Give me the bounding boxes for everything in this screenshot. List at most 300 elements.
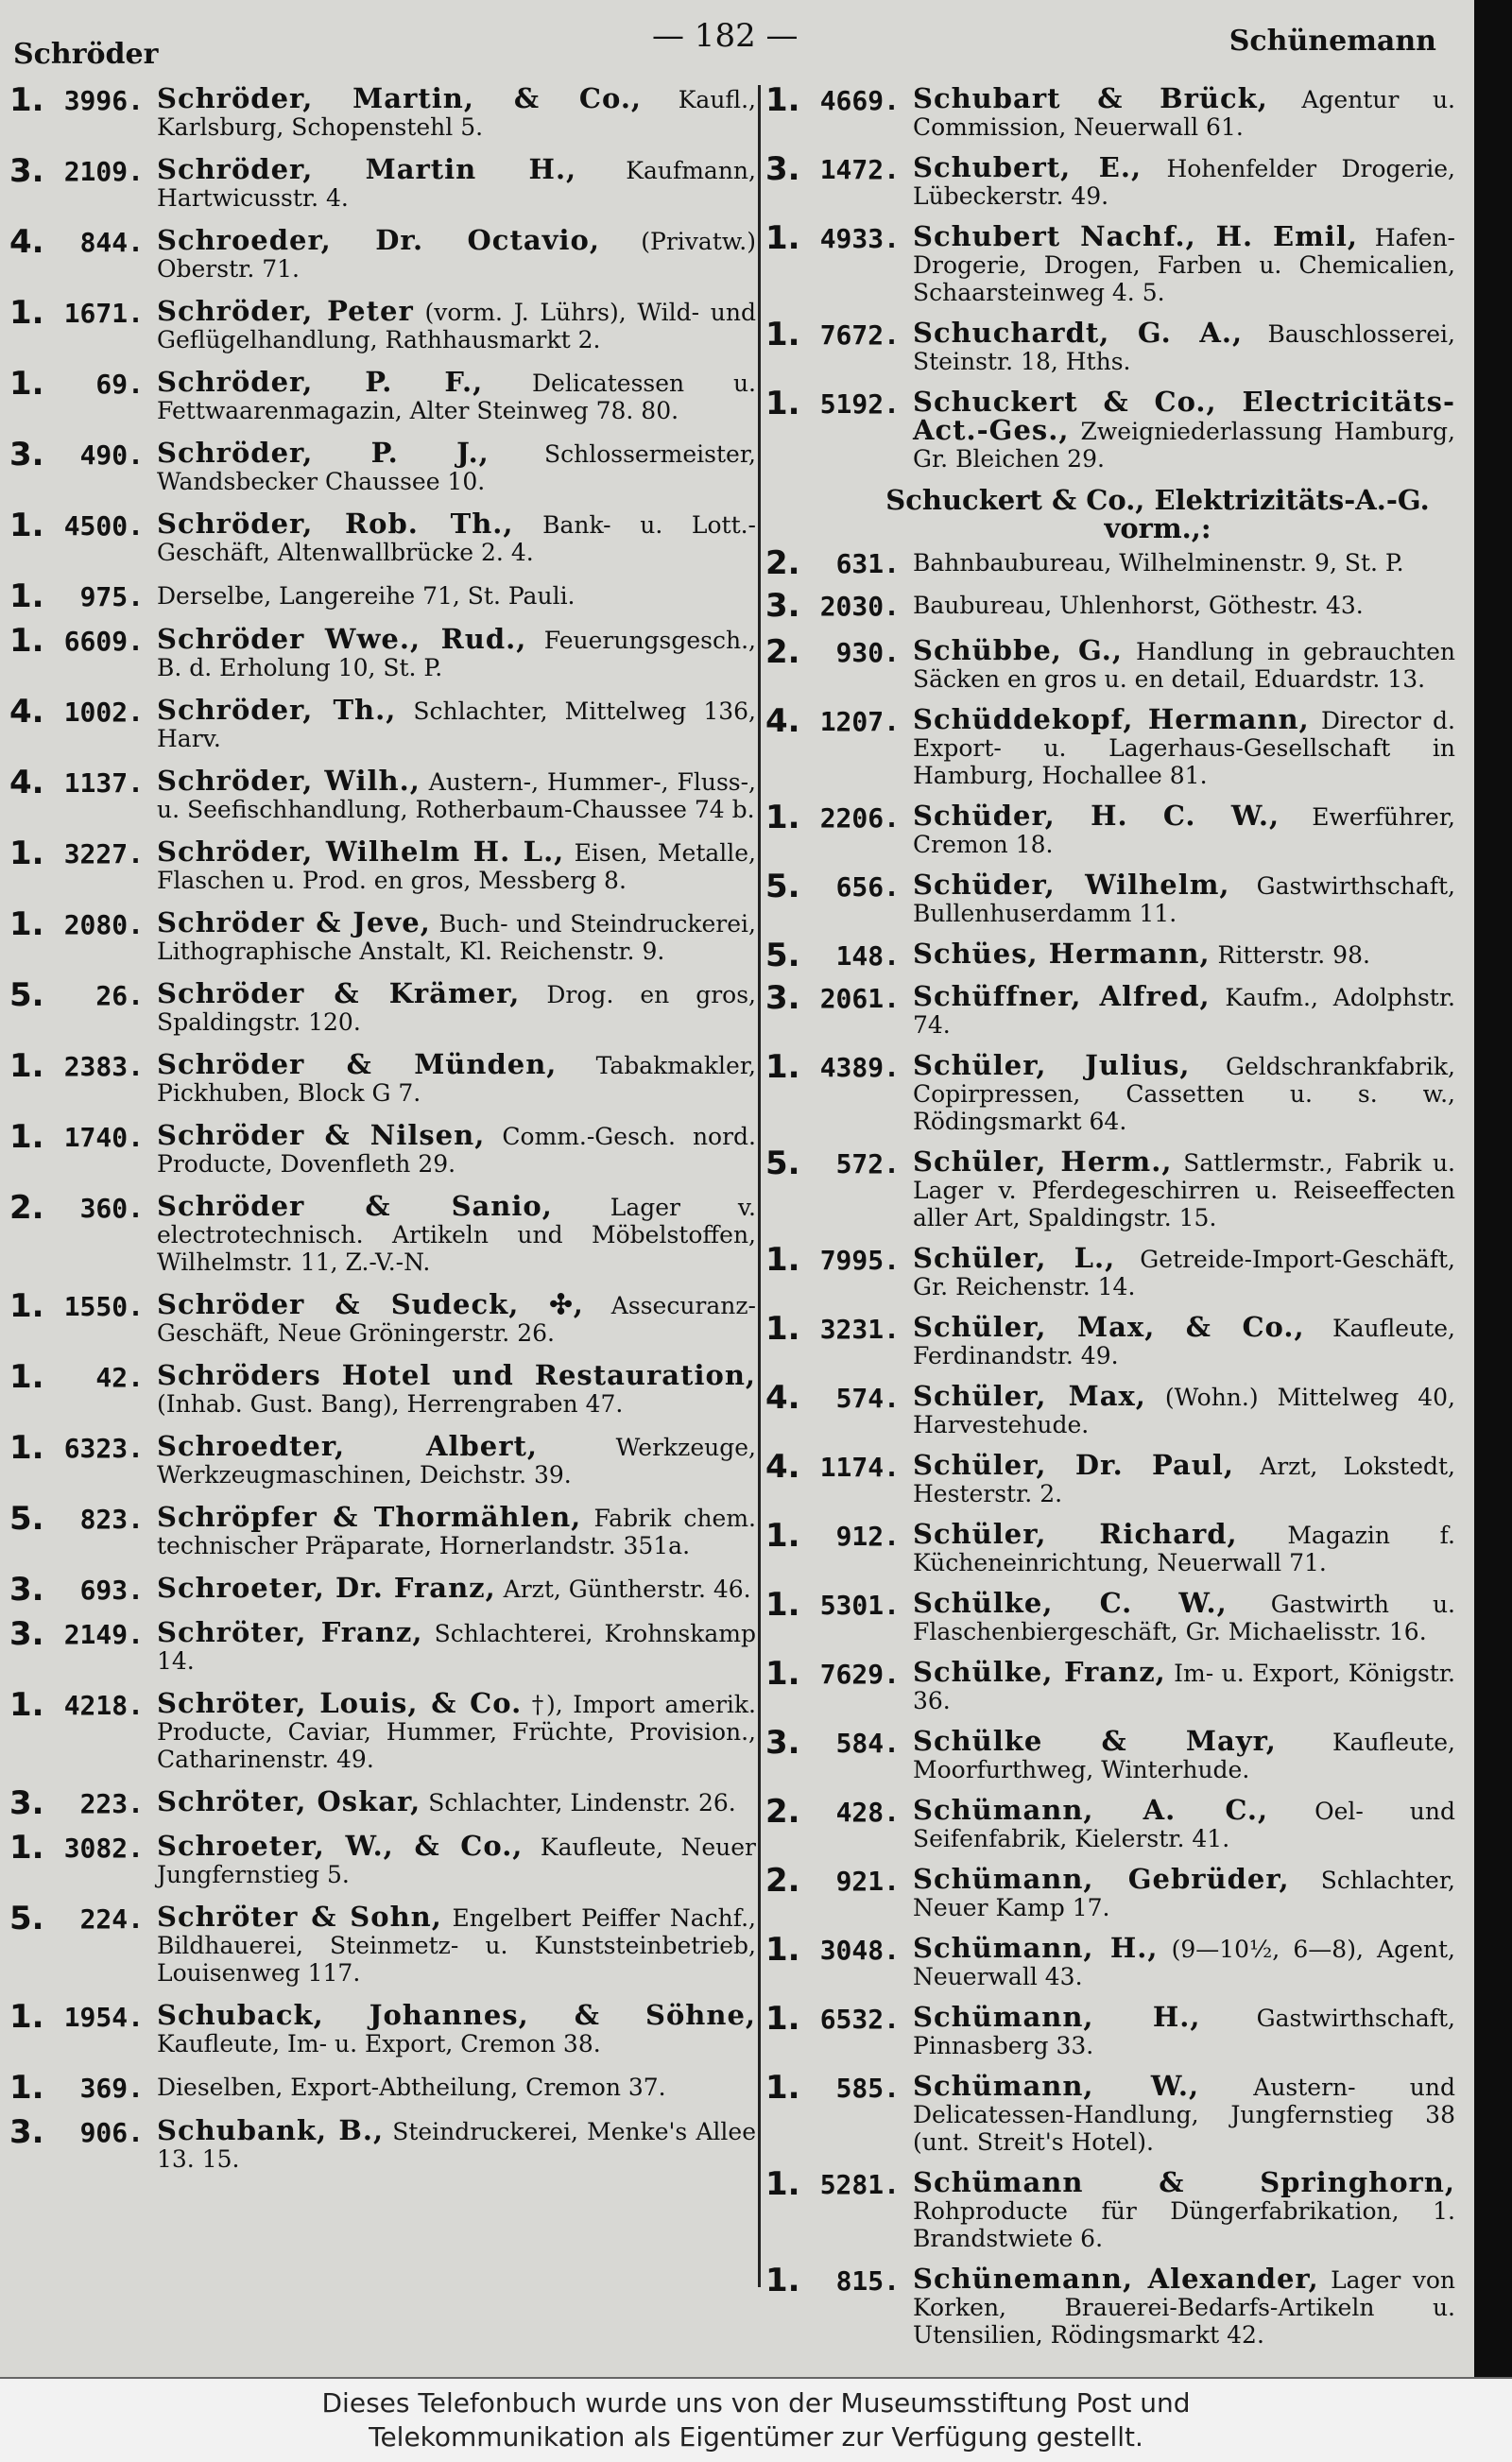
entry-description: Gastwirth u. Flaschenbiergeschäft, Gr. Michaelisstr. 16.: [913, 1591, 1455, 1645]
directory-entry: [9, 1358, 756, 1418]
directory-entry: [9, 436, 756, 495]
directory-entry: [9, 1429, 756, 1489]
footer-credit: [0, 2377, 1512, 2462]
entry-name: Schübbe, G.,: [913, 634, 1123, 666]
entry-name: Schröders Hotel und Restauration,: [157, 1359, 756, 1391]
entry-name: Schröder & Sanio,: [157, 1190, 553, 1222]
directory-entry: [765, 979, 1455, 1039]
phone-number: 584.: [835, 1728, 900, 1759]
entry-text: [913, 2001, 1456, 2059]
entry-description: Lager von Korken, Brauerei-Bedarfs-Artikeln u. Utensilien, Rödingsmarkt 42.: [913, 2266, 1455, 2349]
entry-name: Schröder & Nilsen,: [157, 1119, 486, 1151]
entry-description: Kaufl., Karlsburg, Schopenstehl 5.: [157, 86, 757, 141]
directory-entry: [9, 2113, 756, 2173]
entry-text: [913, 1518, 1455, 1576]
phone-number: 572.: [835, 1148, 900, 1179]
exchange-number: 2.: [765, 633, 800, 671]
entry-text: [157, 694, 756, 752]
entry-description: Schlachter, Lindenstr. 26.: [421, 1789, 736, 1816]
directory-entry: [765, 1517, 1455, 1576]
phone-number: 1174.: [819, 1452, 900, 1483]
phone-number: 5301.: [819, 1590, 900, 1621]
entry-description: Ewerführer, Cremon 18.: [913, 803, 1455, 858]
phone-number: 656.: [835, 871, 900, 903]
entry-description: Agentur u. Commission, Neuerwall 61.: [913, 86, 1456, 141]
entry-description: (Wohn.) Mittelweg 40, Harvestehude.: [913, 1384, 1455, 1438]
phone-number: 2383.: [63, 1051, 144, 1082]
directory-entry: [9, 152, 756, 212]
phone-number: 823.: [79, 1504, 144, 1535]
entry-description: Magazin f. Kücheneinrichtung, Neuerwall 71.: [913, 1522, 1455, 1576]
exchange-number: 1.: [9, 1287, 44, 1325]
exchange-number: 4.: [765, 702, 800, 740]
phone-number: 4669.: [819, 85, 900, 116]
phone-number: 3227.: [63, 838, 144, 869]
directory-entry: [9, 835, 756, 894]
entry-text: [913, 2166, 1455, 2252]
phone-number: 1207.: [819, 706, 900, 737]
phone-number: 921.: [835, 1866, 900, 1897]
exchange-number: 4.: [9, 693, 44, 731]
entry-description: Kaufleute, Im- u. Export, Cremon 38.: [157, 2030, 601, 2057]
directory-entry: [9, 1829, 756, 1888]
exchange-number: 1.: [9, 1118, 44, 1156]
directory-entry: [9, 507, 757, 566]
entry-name: Schümann, H.,: [913, 1932, 1159, 1964]
entry-text: [157, 1359, 756, 1418]
directory-entry: [765, 633, 1455, 693]
exchange-number: 5.: [9, 1900, 44, 1937]
exchange-number: 1.: [9, 1829, 44, 1867]
phone-number: 975.: [79, 581, 144, 612]
directory-entry: [9, 1118, 757, 1178]
phone-number: 4933.: [819, 223, 900, 254]
phone-number: 815.: [835, 2265, 900, 2297]
entry-description: Austern- und Delicatessen-Handlung, Jungfernstieg 38 (unt. Streit's Hotel).: [913, 2074, 1455, 2156]
entry-text: [913, 1242, 1455, 1300]
phone-number: 7629.: [819, 1659, 900, 1690]
directory-entry: [9, 1047, 756, 1107]
exchange-number: 3.: [9, 436, 44, 473]
exchange-number: 1.: [765, 1310, 800, 1348]
phone-number: 693.: [79, 1575, 144, 1606]
entry-name: Schroeder, Dr. Octavio,: [157, 224, 600, 256]
entry-description: Zweigniederlassung Hamburg, Gr. Bleichen 29.: [913, 418, 1455, 473]
entry-text: [157, 1903, 756, 1987]
entry-description: Ritterstr. 98.: [1210, 941, 1370, 969]
entry-text: [913, 2070, 1455, 2156]
phone-number: 1550.: [63, 1291, 144, 1322]
exchange-number: 1.: [9, 1047, 44, 1085]
entry-name: Schüler, Max, & Co.,: [913, 1311, 1305, 1343]
phone-number: 223.: [79, 1788, 144, 1819]
entry-description: Gastwirthschaft, Bullenhuserdamm 11.: [913, 872, 1455, 927]
directory-entry: [9, 365, 756, 424]
phone-number: 1472.: [819, 154, 900, 185]
entry-name: Schümann, H.,: [913, 2001, 1201, 2033]
exchange-number: 1.: [765, 1241, 800, 1279]
exchange-number: 5.: [765, 1145, 800, 1182]
directory-entry: [9, 976, 757, 1036]
exchange-number: 1.: [9, 294, 44, 332]
entry-text: [157, 977, 757, 1036]
exchange-number: 1.: [765, 81, 800, 119]
entry-name: Schuckert & Co., Electricitäts-Act.-Ges.,: [913, 386, 1455, 446]
entry-description: Hohenfelder Drogerie, Lübeckerstr. 49.: [913, 155, 1455, 210]
entry-text: [913, 151, 1455, 210]
directory-entry: [765, 2069, 1455, 2156]
entry-name: Schüler, Julius,: [913, 1049, 1191, 1081]
entry-name: Schröder, Rob. Th.,: [157, 508, 514, 540]
exchange-number: 1.: [765, 2069, 800, 2107]
exchange-number: 1.: [9, 2069, 44, 2107]
subheading-schuckert: Schuckert & Co., Elektrizitäts-A.-G. vorm.,:: [885, 484, 1430, 544]
entry-text: [913, 1656, 1455, 1714]
directory-entry: [765, 2000, 1456, 2059]
entry-text: [157, 1785, 756, 1817]
exchange-number: 3.: [9, 2113, 44, 2151]
phone-number: 631.: [835, 548, 900, 579]
phone-number: 1740.: [63, 1122, 144, 1153]
directory-entry: [765, 2165, 1455, 2252]
directory-entry: [9, 1686, 757, 1773]
entry-text: [157, 1830, 756, 1888]
exchange-number: 3.: [9, 1571, 44, 1609]
entry-text: [913, 1794, 1455, 1852]
entry-text: [913, 634, 1455, 693]
entry-description: Bahnbaubureau, Wilhelminenstr. 9, St. P.: [913, 549, 1404, 577]
entry-name: Schümann, A. C.,: [913, 1794, 1269, 1826]
exchange-number: 5.: [765, 868, 800, 905]
entry-name: Schröter, Franz,: [157, 1616, 423, 1648]
phone-number: 6532.: [819, 2004, 900, 2035]
directory-entry: [765, 1145, 1455, 1231]
entry-text: [913, 1049, 1455, 1135]
entry-text: [913, 703, 1455, 789]
entry-description: Director d. Export- u. Lagerhaus-Gesellschaft in Hamburg, Hochallee 81.: [913, 707, 1455, 789]
entry-text: [913, 548, 1455, 577]
entry-text: [157, 623, 756, 681]
exchange-number: 4.: [9, 764, 44, 801]
exchange-number: 4.: [765, 1448, 800, 1486]
phone-number: 574.: [835, 1383, 900, 1414]
entry-description: (Privatw.) Oberstr. 71.: [157, 228, 756, 283]
entry-text: [157, 1430, 756, 1489]
directory-entry: [765, 1048, 1455, 1135]
entry-name: Schröder, Wilhelm H. L.,: [157, 835, 565, 868]
entry-name: Schüder, H. C. W.,: [913, 800, 1280, 832]
entry-description: Lager v. electrotechnisch. Artikeln und Möbelstoffen, Wilhelmstr. 11, Z.-V.-N.: [157, 1194, 756, 1276]
entry-description: Hafen-Drogerie, Drogen, Farben u. Chemicalien, Schaarsteinweg 4. 5.: [913, 224, 1455, 306]
entry-description: Kaufleute, Ferdinandstr. 49.: [913, 1315, 1455, 1369]
directory-entry: [765, 1862, 1455, 1921]
directory-entry: [765, 316, 1455, 375]
directory-entry: [765, 1448, 1455, 1507]
entry-text: [157, 224, 756, 283]
exchange-number: 1.: [765, 385, 800, 422]
entry-description: Arzt, Lokstedt, Hesterstr. 2.: [913, 1453, 1455, 1507]
directory-entry: [9, 622, 756, 681]
phone-number: 7995.: [819, 1245, 900, 1276]
entry-text: [157, 295, 757, 353]
entry-text: [157, 2114, 756, 2173]
entry-name: Schröpfer & Thormählen,: [157, 1501, 582, 1533]
entry-name: Schümann, Gebrüder,: [913, 1863, 1290, 1895]
exchange-number: 5.: [9, 1500, 44, 1538]
entry-text: [913, 1863, 1455, 1921]
entry-name: Schümann, W.,: [913, 2070, 1200, 2102]
entry-description: Schlossermeister, Wandsbecker Chaussee 10.: [157, 440, 756, 495]
entry-text: [913, 1932, 1456, 1990]
phone-number: 1002.: [63, 697, 144, 728]
exchange-number: 2.: [765, 544, 800, 582]
entry-name: Schuback, Johannes, & Söhne,: [157, 1999, 756, 2031]
entry-text: [157, 1687, 757, 1773]
exchange-number: 1.: [765, 219, 800, 257]
entry-name: Schröder, Martin, & Co.,: [157, 82, 643, 114]
exchange-number: 3.: [765, 587, 800, 625]
entry-name: Schröder, P. F.,: [157, 366, 484, 398]
phone-number: 7672.: [819, 319, 900, 351]
entry-description: Derselbe, Langereihe 71, St. Pauli.: [157, 582, 576, 610]
exchange-number: 3.: [765, 1724, 800, 1762]
page-header: [0, 17, 1474, 74]
exchange-number: 1.: [765, 2262, 800, 2299]
entry-description: Feuerungsgesch., B. d. Erholung 10, St. P.: [157, 627, 756, 681]
entry-name: Schröder Wwe., Rud.,: [157, 623, 527, 655]
entry-name: Schröder, Th.,: [157, 694, 397, 726]
exchange-number: 2.: [765, 1862, 800, 1900]
entry-description: Handlung in gebrauchten Säcken en gros u. en detail, Eduardstr. 13.: [913, 638, 1455, 693]
entry-description: Eisen, Metalle, Flaschen u. Prod. en gros, Messberg 8.: [157, 839, 756, 894]
entry-name: Schüffner, Alfred,: [913, 980, 1211, 1012]
entry-text: [157, 153, 756, 212]
exchange-number: 5.: [9, 976, 44, 1014]
entry-text: [157, 2073, 756, 2101]
exchange-number: 1.: [765, 2165, 800, 2203]
directory-entry: [9, 577, 756, 615]
entry-text: [913, 940, 1455, 969]
entry-name: Schröder, P. J.,: [157, 437, 490, 469]
phone-number: 5281.: [819, 2169, 900, 2200]
entry-text: [913, 319, 1455, 375]
directory-entry: [765, 937, 1455, 974]
entry-name: Schroedter, Albert,: [157, 1430, 538, 1462]
phone-number: 428.: [835, 1797, 900, 1828]
entry-description: Schlachter, Neuer Kamp 17.: [913, 1867, 1455, 1921]
entry-description: Arzt, Güntherstr. 46.: [495, 1575, 751, 1603]
exchange-number: 1.: [9, 905, 44, 943]
exchange-number: 1.: [9, 835, 44, 872]
directory-entry: [9, 81, 757, 141]
right-entries-group-a: [765, 81, 1456, 486]
entry-description: Kaufmann, Hartwicusstr. 4.: [157, 157, 756, 212]
entry-text: [913, 980, 1455, 1039]
entry-description: Rohproducte für Düngerfabrikation, 1. Brandstwiete 6.: [913, 2197, 1455, 2252]
directory-entry: [765, 702, 1455, 789]
phone-number: 3048.: [819, 1935, 900, 1966]
exchange-number: 5.: [765, 937, 800, 974]
entry-description: Steindruckerei, Menke's Allee 13. 15.: [157, 2118, 756, 2173]
entry-name: Schüler, Herm.,: [913, 1145, 1173, 1178]
entry-text: [157, 581, 756, 610]
entry-text: [913, 802, 1455, 858]
phone-number: 2149.: [63, 1619, 144, 1650]
entry-text: [157, 82, 757, 141]
phone-number: 5192.: [819, 388, 900, 420]
phone-number: 26.: [95, 980, 144, 1011]
header-right-keyword: Schünemann: [1228, 25, 1436, 58]
entry-text: [157, 835, 756, 894]
exchange-number: 1.: [765, 1586, 800, 1624]
directory-entry: [765, 1379, 1455, 1438]
phone-number: 2206.: [819, 802, 900, 834]
entry-description: Austern-, Hummer-, Fluss-, u. Seefischhandlung, Rotherbaum-Chaussee 74 b.: [157, 768, 756, 823]
header-left-keyword: Schröder: [13, 38, 159, 71]
directory-entry: [765, 150, 1455, 210]
directory-entry: [765, 587, 1455, 625]
entry-description: (9—10½, 6—8), Agent, Neuerwall 43.: [913, 1936, 1456, 1990]
entry-name: Schroeter, Dr. Franz,: [157, 1572, 496, 1604]
entry-name: Schröder, Peter: [157, 295, 414, 327]
exchange-number: 3.: [765, 150, 800, 188]
directory-entry: [9, 2069, 756, 2107]
entry-description: Schlachterei, Krohnskamp 14.: [157, 1620, 756, 1675]
phone-number: 360.: [79, 1193, 144, 1224]
entry-name: Schröder, Martin H.,: [157, 153, 577, 185]
exchange-number: 1.: [9, 1358, 44, 1396]
entry-description: Sattlermstr., Fabrik u. Lager v. Pferdegeschirren u. Reiseeffecten aller Art, Spaldingstr. 15.: [913, 1149, 1455, 1231]
phone-number: 69.: [95, 369, 144, 400]
phone-number: 912.: [835, 1521, 900, 1552]
phone-number: 2080.: [63, 909, 144, 940]
entry-text: [157, 439, 756, 495]
directory-entry: [9, 1615, 756, 1675]
entry-name: Schüler, L.,: [913, 1242, 1116, 1274]
entry-name: Schröder & Jeve,: [157, 906, 431, 938]
exchange-number: 3.: [9, 152, 44, 190]
entry-text: [913, 1725, 1455, 1783]
entry-name: Schüler, Max,: [913, 1380, 1146, 1412]
entry-description: Getreide-Import-Geschäft, Gr. Reichenstr. 14.: [913, 1246, 1455, 1300]
exchange-number: 1.: [765, 799, 800, 836]
exchange-number: 2.: [9, 1189, 44, 1227]
phone-number: 585.: [835, 2073, 900, 2104]
directory-entry: [765, 1586, 1455, 1645]
directory-entry: [765, 385, 1455, 473]
directory-entry: [9, 1500, 756, 1559]
directory-entry: [765, 1310, 1455, 1369]
directory-entry: [9, 1900, 757, 1987]
entry-name: Schülke, C. W.,: [913, 1587, 1228, 1619]
directory-entry: [765, 219, 1455, 306]
entry-name: Schüddekopf, Hermann,: [913, 703, 1310, 735]
right-column: [765, 81, 1456, 2349]
entry-description: Gastwirthschaft, Pinnasberg 33.: [913, 2005, 1456, 2059]
entry-text: [157, 366, 756, 424]
directory-entry: [765, 1793, 1455, 1852]
phone-number: 2030.: [819, 591, 900, 622]
directory-entry: [765, 799, 1455, 858]
directory-entry: [9, 1189, 756, 1276]
directory-entry: [9, 1998, 756, 2057]
entry-name: Schüder, Wilhelm,: [913, 869, 1230, 901]
exchange-number: 3.: [765, 979, 800, 1017]
phone-number: 42.: [95, 1362, 144, 1393]
phone-number: 930.: [835, 637, 900, 668]
entry-description: Drog. en gros, Spaldingstr. 120.: [157, 981, 757, 1036]
phone-number: 6323.: [63, 1433, 144, 1464]
entry-name: Schröter, Louis, & Co.: [157, 1687, 523, 1719]
entry-text: [157, 1572, 756, 1604]
exchange-number: 1.: [9, 1429, 44, 1467]
phone-number: 1954.: [63, 2002, 144, 2033]
entry-description: Im- u. Export, Königstr. 36.: [913, 1660, 1455, 1714]
exchange-number: 1.: [765, 2000, 800, 2038]
entry-description: Fabrik chem. technischer Präparate, Hornerlandstr. 351a.: [157, 1505, 756, 1559]
directory-entry: [9, 1571, 756, 1609]
entry-name: Schröder & Münden,: [157, 1048, 558, 1080]
entry-text: [913, 871, 1455, 927]
entry-description: Kaufm., Adolphstr. 74.: [913, 984, 1455, 1039]
entry-description: Geldschrankfabrik, Copirpressen, Cassetten u. s. w., Rödingsmarkt 64.: [913, 1053, 1455, 1135]
exchange-number: 1.: [9, 1686, 44, 1724]
footer-line-2: Telekommunikation als Eigentümer zur Verfügung gestellt.: [369, 2421, 1143, 2453]
phone-number: 3231.: [819, 1314, 900, 1345]
phone-number: 6609.: [63, 626, 144, 657]
directory-entry: [765, 2262, 1455, 2349]
phone-number: 4389.: [819, 1052, 900, 1083]
exchange-number: 1.: [765, 1048, 800, 1086]
directory-entry: [765, 1655, 1455, 1714]
entry-description: Engelbert Peiffer Nachf., Bildhauerei, Steinmetz- u. Kunststeinbetrieb, Louisenweg 117.: [157, 1904, 757, 1987]
page-number: — 182 —: [652, 17, 799, 55]
phone-number: 4218.: [63, 1690, 144, 1721]
entry-text: [913, 2265, 1455, 2349]
entry-description: Oel- und Seifenfabrik, Kielerstr. 41.: [913, 1798, 1455, 1852]
entry-name: Schuchardt, G. A.,: [913, 317, 1244, 349]
phone-number: 3082.: [63, 1833, 144, 1864]
directory-entry: [765, 868, 1455, 927]
exchange-number: 1.: [9, 365, 44, 403]
entry-description: Bauschlosserei, Steinstr. 18, Hths.: [913, 320, 1455, 375]
entry-text: [913, 1145, 1455, 1231]
directory-entry: [9, 693, 756, 752]
entry-text: [913, 220, 1455, 306]
exchange-number: 1.: [9, 622, 44, 660]
entry-name: Schües, Hermann,: [913, 938, 1211, 970]
entry-text: [157, 1288, 756, 1347]
entry-name: Schröder & Sudeck, ✣,: [157, 1288, 584, 1320]
entry-name: Schubert Nachf., H. Emil,: [913, 220, 1358, 252]
entry-text: [913, 1449, 1455, 1507]
directory-entry: [9, 905, 756, 965]
phone-number: 148.: [835, 940, 900, 972]
entry-text: [913, 1311, 1455, 1369]
exchange-number: 1.: [765, 1655, 800, 1693]
exchange-number: 4.: [765, 1379, 800, 1417]
phone-number: 490.: [79, 439, 144, 471]
left-column: [9, 81, 757, 2287]
directory-entry: [9, 294, 757, 353]
entry-description: Delicatessen u. Fettwaarenmagazin, Alter Steinweg 78. 80.: [157, 370, 756, 424]
phone-number: 4500.: [63, 510, 144, 542]
entry-text: [157, 1190, 756, 1276]
entry-description: Werkzeuge, Werkzeugmaschinen, Deichstr. 39.: [157, 1434, 756, 1489]
entry-text: [157, 510, 756, 566]
column-divider: [758, 85, 761, 2287]
entry-text: [913, 1587, 1455, 1645]
